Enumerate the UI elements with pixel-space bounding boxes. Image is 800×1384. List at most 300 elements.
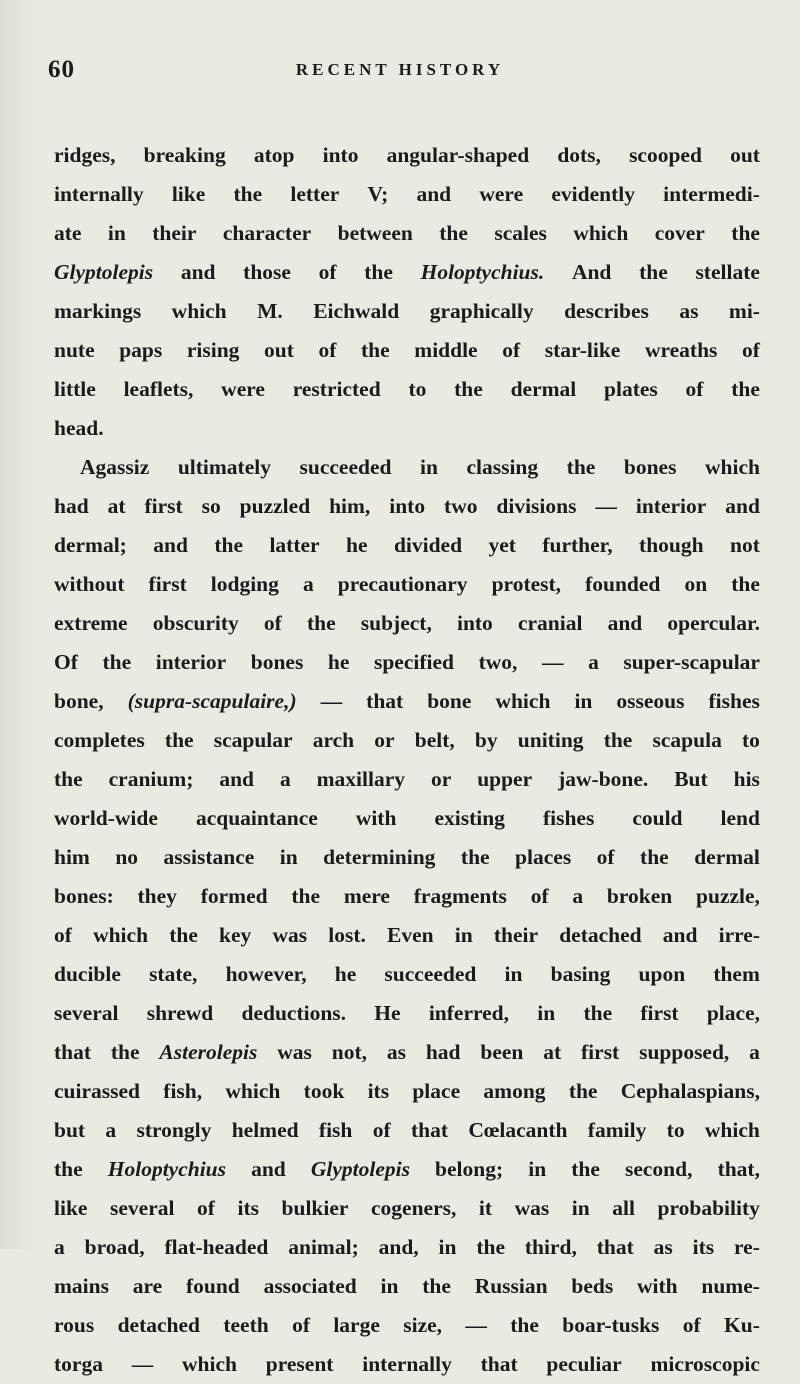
page-number: 60 [48, 56, 75, 83]
word: him [54, 845, 90, 869]
word: protest, [491, 572, 562, 596]
word: of [685, 377, 704, 401]
word: ultimately [177, 455, 271, 479]
word: but [54, 1118, 86, 1142]
word: describes [564, 299, 649, 323]
word: and [219, 767, 255, 791]
word: rous [54, 1313, 95, 1337]
word: plates [604, 377, 658, 401]
word: belt, [414, 728, 455, 752]
word: bulkier [281, 1196, 349, 1220]
word: his [733, 767, 760, 791]
word: the [169, 923, 198, 947]
word: assistance [163, 845, 255, 869]
word: fragments [413, 884, 507, 908]
word: lend [720, 806, 760, 830]
word: flat-headed [164, 1235, 269, 1259]
word: bone [427, 689, 472, 713]
word: belong; [435, 1157, 504, 1181]
word: scapula [652, 728, 722, 752]
word: in [380, 1274, 399, 1298]
word: the [640, 845, 669, 869]
word: the [233, 182, 263, 206]
word: torga [54, 1352, 103, 1376]
word: not [730, 533, 760, 557]
word: Cœlacanth [468, 1118, 568, 1142]
word: supposed, [639, 1040, 730, 1064]
word: Cephalaspians, [620, 1079, 760, 1103]
running-head: RECENT HISTORY [295, 60, 505, 79]
word: animal; [288, 1235, 359, 1259]
word: first [581, 1040, 620, 1064]
word: and [725, 494, 760, 518]
word: that [480, 1352, 518, 1376]
word: of [742, 338, 760, 362]
body-text [54, 136, 760, 1384]
word: in [528, 1157, 547, 1181]
word: had [54, 494, 89, 518]
word: to [666, 1118, 685, 1142]
word: family [587, 1118, 647, 1142]
word: of [318, 338, 337, 362]
word: internally [54, 182, 144, 206]
word: markings [54, 299, 142, 323]
word: a [279, 767, 291, 791]
word: into [389, 494, 426, 518]
word: graphically [429, 299, 534, 323]
word: And [571, 260, 612, 284]
word: dermal [510, 377, 577, 401]
word: first [640, 1001, 679, 1025]
word: uniting [517, 728, 584, 752]
word: and [607, 611, 643, 635]
word: which [495, 689, 551, 713]
word: precautionary [337, 572, 468, 596]
word: fishes [708, 689, 760, 713]
text-line [54, 448, 760, 487]
word: acquaintance [195, 806, 318, 830]
word: fish [318, 1118, 353, 1142]
word: which [171, 299, 227, 323]
word: those [243, 260, 291, 284]
word: their [493, 923, 539, 947]
text-line [54, 1306, 760, 1345]
word: like [54, 1196, 88, 1220]
word: probability [657, 1196, 760, 1220]
word: Glyptolepis [54, 260, 154, 284]
word: second, [624, 1157, 693, 1181]
word: the [364, 260, 393, 284]
word: and, [378, 1235, 419, 1259]
word: their [152, 221, 197, 245]
word: which [573, 221, 629, 245]
word: scooped [629, 143, 702, 167]
word: arch [312, 728, 355, 752]
word: dermal [694, 845, 760, 869]
word: divisions [496, 494, 577, 518]
word: of [263, 611, 282, 635]
word: though [639, 533, 704, 557]
word: third, [524, 1235, 577, 1259]
word: beds [571, 1274, 614, 1298]
text-line [54, 682, 760, 721]
word: cranial [517, 611, 583, 635]
word: he [334, 962, 357, 986]
word: bones [250, 650, 304, 674]
word: place [412, 1079, 461, 1103]
word: yet [488, 533, 516, 557]
word: jaw-bone. [558, 767, 649, 791]
text-line [54, 1228, 760, 1267]
word: formed [200, 884, 268, 908]
word: letter [290, 182, 340, 206]
word: maxillary [316, 767, 406, 791]
word: microscopic [650, 1352, 760, 1376]
word: — [320, 689, 343, 713]
word: its [237, 1196, 259, 1220]
word: re- [734, 1235, 760, 1259]
word: of [372, 1118, 391, 1142]
word: a [588, 650, 599, 674]
word: breaking [143, 143, 226, 167]
word: he [327, 650, 350, 674]
word: key [219, 923, 252, 947]
text-line [54, 1267, 760, 1306]
word: the [731, 377, 760, 401]
text-line [54, 799, 760, 838]
word: first [148, 572, 187, 596]
word: world-wide [54, 806, 158, 830]
word: obscurity [152, 611, 239, 635]
word: shrewd [146, 1001, 214, 1025]
word: the [110, 1040, 140, 1064]
text-line [54, 1072, 760, 1111]
text-line [54, 292, 760, 331]
word: interior [155, 650, 227, 674]
word: were [221, 377, 265, 401]
word: — [465, 1313, 487, 1337]
word: classing [466, 455, 539, 479]
word: helmed [231, 1118, 299, 1142]
word: as [386, 1040, 406, 1064]
word: out [730, 143, 760, 167]
word: place, [706, 1001, 760, 1025]
word: the [306, 611, 336, 635]
word: them [713, 962, 760, 986]
word: But [674, 767, 708, 791]
word: the [568, 1079, 598, 1103]
word: stellate [695, 260, 760, 284]
text-line [54, 136, 760, 175]
word: could [632, 806, 683, 830]
word: latter [269, 533, 320, 557]
word: at [107, 494, 126, 518]
word: star-like [544, 338, 621, 362]
text-line [54, 1033, 760, 1072]
word: the [54, 767, 83, 791]
text-line [54, 877, 760, 916]
word: cuirassed [54, 1079, 140, 1103]
word: that [410, 1118, 448, 1142]
word: in [438, 1235, 457, 1259]
word: like [171, 182, 206, 206]
word: the [164, 728, 194, 752]
word: mains [54, 1274, 109, 1298]
word: that [54, 1040, 92, 1064]
word: on [684, 572, 708, 596]
word: existing [434, 806, 505, 830]
text-line [54, 604, 760, 643]
word: the [54, 1157, 83, 1181]
text-line [54, 565, 760, 604]
word: atop [253, 143, 295, 167]
word: specified [373, 650, 455, 674]
word: — [131, 1352, 154, 1376]
word: without [54, 572, 125, 596]
word: which [93, 923, 149, 947]
word: dots, [557, 143, 601, 167]
word: Ku- [724, 1313, 760, 1337]
word: in [279, 845, 298, 869]
word: fishes [542, 806, 595, 830]
word: several [54, 1001, 119, 1025]
word: its [367, 1079, 390, 1103]
text-line [54, 175, 760, 214]
word: the [439, 221, 468, 245]
word: of [54, 923, 72, 947]
word: were [479, 182, 524, 206]
word: places [515, 845, 572, 869]
word: are [132, 1274, 163, 1298]
text-line [54, 487, 760, 526]
text-line [54, 409, 760, 448]
text-line [54, 370, 760, 409]
word: that [596, 1235, 634, 1259]
word: middle [414, 338, 478, 362]
word: the [102, 650, 132, 674]
word: boar-tusks [562, 1313, 660, 1337]
word: paps [119, 338, 163, 362]
word: first [144, 494, 183, 518]
word: — [541, 650, 564, 674]
word: into [322, 143, 359, 167]
word: which [182, 1352, 237, 1376]
word: among [483, 1079, 546, 1103]
word: however, [225, 962, 307, 986]
word: as [653, 1235, 673, 1259]
word: between [337, 221, 413, 245]
word: large [333, 1313, 380, 1337]
word: upon [638, 962, 686, 986]
word: two, [478, 650, 518, 674]
text-line [54, 526, 760, 565]
word: or [374, 728, 395, 752]
word: extreme [54, 611, 128, 635]
text-line [54, 1150, 760, 1189]
word: restricted [292, 377, 381, 401]
word: osseous [616, 689, 685, 713]
word: the [214, 533, 244, 557]
word: broad, [84, 1235, 145, 1259]
word: strongly [136, 1118, 212, 1142]
word: rising [186, 338, 240, 362]
word: Glyptolepis [310, 1157, 410, 1181]
word: Russian [474, 1274, 548, 1298]
word: several [110, 1196, 175, 1220]
word: dermal; [54, 533, 127, 557]
word: found [185, 1274, 240, 1298]
word: He [374, 1001, 401, 1025]
word: all [612, 1196, 635, 1220]
word: cover [654, 221, 705, 245]
word: which [704, 455, 760, 479]
word: cranium; [108, 767, 194, 791]
word: nute [54, 338, 95, 362]
word: the [731, 221, 760, 245]
word: of [530, 884, 549, 908]
word: Agassiz [80, 455, 150, 479]
word: deductions. [241, 1001, 347, 1025]
word: intermedi- [663, 182, 760, 206]
word: in [419, 455, 438, 479]
word: and [180, 260, 216, 284]
word: not, [331, 1040, 367, 1064]
word: the [603, 728, 633, 752]
word: the [731, 572, 760, 596]
word: he [346, 533, 368, 557]
word: the [422, 1274, 451, 1298]
word: Holoptychius [107, 1157, 227, 1181]
word: little [54, 377, 96, 401]
word: been [480, 1040, 524, 1064]
word: ridges, [54, 143, 116, 167]
word: succeeded [299, 455, 392, 479]
word: succeeded [384, 962, 477, 986]
word: Holoptychius. [420, 260, 545, 284]
text-line [54, 721, 760, 760]
word: and [662, 923, 698, 947]
word: had [425, 1040, 461, 1064]
word: founded [585, 572, 661, 596]
word: lost. [328, 923, 366, 947]
word: in [574, 689, 593, 713]
word: (supra-scapulaire,) [127, 689, 297, 713]
word: further, [542, 533, 613, 557]
word: a [572, 884, 584, 908]
word: head. [54, 416, 104, 440]
word: present [265, 1352, 334, 1376]
word: a [54, 1235, 65, 1259]
word: M. [257, 299, 283, 323]
word: internally [362, 1352, 452, 1376]
word: with [355, 806, 397, 830]
word: nume- [701, 1274, 760, 1298]
word: it [478, 1196, 493, 1220]
word: state, [149, 962, 198, 986]
word: the [583, 1001, 613, 1025]
word: took [303, 1079, 345, 1103]
word: of [292, 1313, 310, 1337]
text-line [54, 916, 760, 955]
gutter-shadow [0, 0, 38, 1249]
word: was [272, 923, 308, 947]
text-line [54, 1189, 760, 1228]
word: — [595, 494, 617, 518]
word: the [291, 884, 321, 908]
word: ducible [54, 962, 121, 986]
word: of [596, 845, 615, 869]
word: a [105, 1118, 117, 1142]
word: broken [606, 884, 673, 908]
word: inferred, [428, 1001, 510, 1025]
word: the [454, 377, 483, 401]
word: into [456, 611, 493, 635]
word: character [222, 221, 312, 245]
word: upper [477, 767, 533, 791]
word: the [566, 455, 596, 479]
word: lodging [210, 572, 279, 596]
text-line [54, 214, 760, 253]
word: which [704, 1118, 760, 1142]
word: of [502, 338, 521, 362]
word: wreaths [644, 338, 718, 362]
word: of [197, 1196, 215, 1220]
word: to [408, 377, 427, 401]
word: angular-shaped [386, 143, 530, 167]
word: Eichwald [313, 299, 400, 323]
word: him, [329, 494, 371, 518]
text-line [54, 1111, 760, 1150]
word: detached [117, 1313, 200, 1337]
word: teeth [223, 1313, 269, 1337]
word: or [430, 767, 452, 791]
word: detached [559, 923, 642, 947]
word: at [543, 1040, 562, 1064]
word: so [201, 494, 221, 518]
word: and [153, 533, 188, 557]
word: mere [343, 884, 390, 908]
word: fish, [163, 1079, 203, 1103]
word: in [107, 221, 126, 245]
word: puzzled [239, 494, 311, 518]
word: they [137, 884, 177, 908]
word: the [361, 338, 390, 362]
text-line [54, 331, 760, 370]
word: as [679, 299, 699, 323]
word: in [454, 923, 473, 947]
word: of [318, 260, 337, 284]
word: opercular. [667, 611, 760, 635]
word: the [571, 1157, 600, 1181]
word: of [682, 1313, 701, 1337]
word: size, [403, 1313, 443, 1337]
word: leaflets, [123, 377, 194, 401]
word: evidently [551, 182, 635, 206]
word: which [225, 1079, 281, 1103]
word: a [749, 1040, 760, 1064]
word: bone, [54, 689, 104, 713]
word: with [636, 1274, 678, 1298]
word: mi- [728, 299, 760, 323]
word: was [514, 1196, 550, 1220]
word: that [366, 689, 404, 713]
word: the [639, 260, 668, 284]
word: in [537, 1001, 556, 1025]
word: two [444, 494, 478, 518]
text-line [54, 1345, 760, 1384]
word: out [264, 338, 294, 362]
text-line [54, 643, 760, 682]
